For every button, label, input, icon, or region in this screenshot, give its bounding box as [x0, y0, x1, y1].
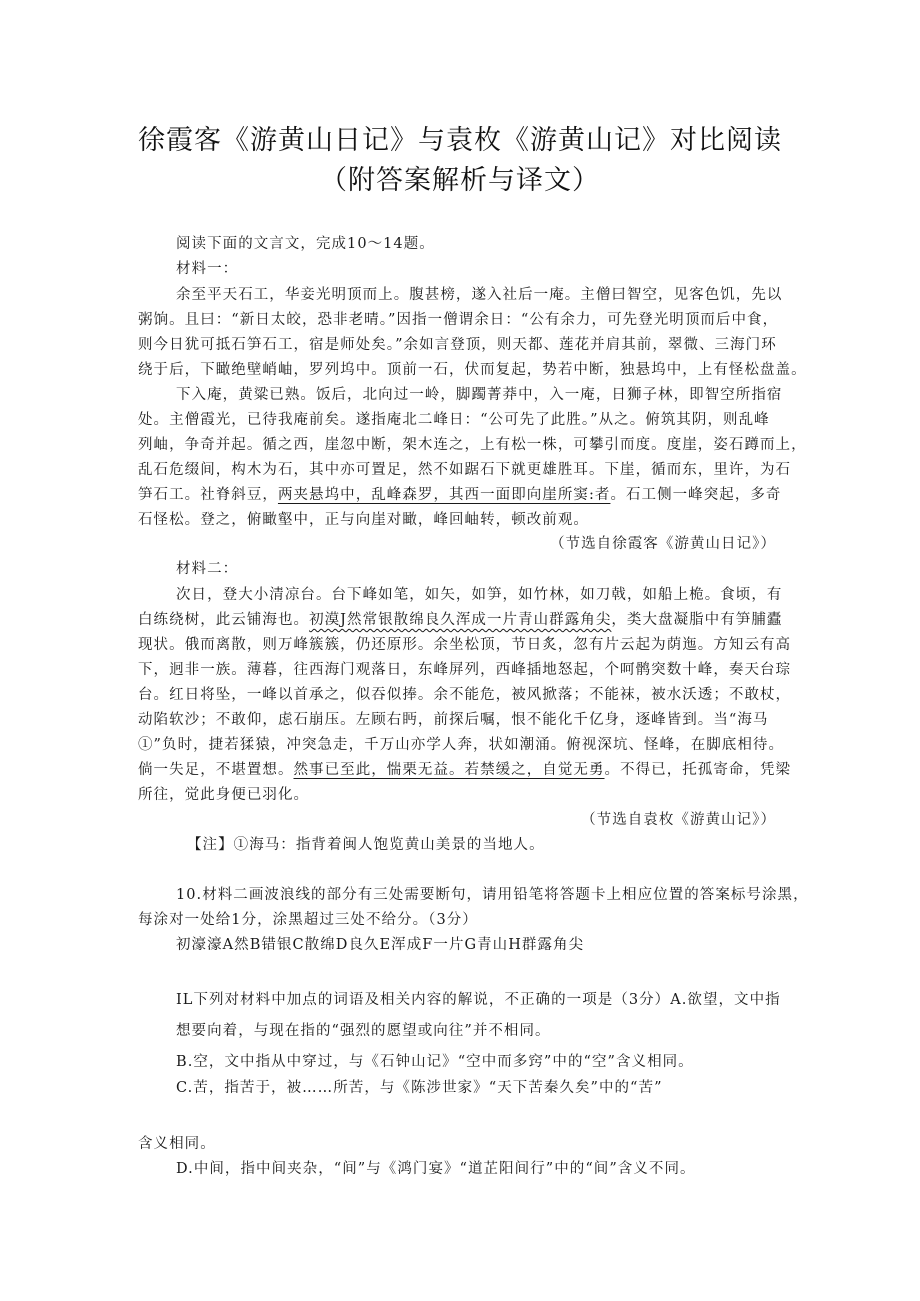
material2-line: 所往，觉此身便已羽化。 — [138, 787, 310, 803]
material2-line — [138, 758, 791, 779]
line-text: ，类大盘凝脂中有笋脯蠹 — [611, 612, 783, 628]
question-11-option-d: D.中间，指中间夹杂，“间”与《鸿门宴》“道芷阳间行”中的“间”含义不同。 — [176, 1161, 696, 1177]
material1-line: 则今日犹可抵石笋石工，宿是师处矣。”余如言登顶，则天都、莲花并肩其前，翠微、三海门环 — [138, 337, 777, 353]
page-subtitle: （附答案解析与译文） — [320, 165, 600, 196]
page-title: 徐霞客《游黄山日记》与袁枚《游黄山记》对比阅读 — [138, 125, 782, 156]
material2-line: 动陷软沙；不敢仰，虑石崩压。左顾右眄，前探后嘱，恨不能化千亿身，逐峰皆到。当“海马 — [138, 712, 769, 728]
question-11-option-b: B.空，文中指从中穿过，与《石钟山记》“空中而多窍”中的“空”含义相同。 — [176, 1054, 694, 1070]
question-11-text: IL下列对材料中加点的词语及相关内容的解说，不正确的一项是（3分）A.欲望，文中指 — [176, 992, 781, 1008]
material2-line: 台。红日将坠，一峰以首承之，似吞似捧。余不能危，被风掀落；不能袜，被水沃透；不敢杖， — [138, 687, 792, 703]
question-11-option-c: C.苦，指苦于，被……所苦，与《陈涉世家》“天下苦秦久矣”中的“苦” — [176, 1080, 663, 1096]
material2-line: ①”负时，捷若猱猿，冲突急走，千万山亦学人奔，状如潮涌。俯视深坑、怪峰，在脚底相待。 — [138, 737, 785, 753]
question-11-option-c-cont: 含义相同。 — [138, 1136, 216, 1152]
material1-label: 材料一： — [176, 261, 239, 277]
material2-line: 次日，登大小清凉台。台下峰如笔，如矢，如笋，如竹林，如刀戟，如船上桅。食顷，有 — [176, 587, 783, 603]
material2-line: 下，迥非一族。薄暮，往西海门观落日，东峰屏列，西峰插地怒起，个呵鹘突数十峰，奏天台琮 — [138, 662, 792, 678]
material2-line — [138, 608, 782, 629]
material2-label: 材料二： — [176, 561, 239, 577]
wavy-underlined-phrase: 初漠J然常银散绵良久浑成一片青山群露角尖 — [309, 612, 612, 628]
underlined-phrase: 然事已至此，惴栗无益。若禁缓之，自觉无勇 — [293, 762, 605, 778]
intro-text: 阅读下面的文言文，完成10～14题。 — [176, 236, 435, 252]
material1-line: 下入庵，黄粱已熟。饭后，北向过一岭，脚躅菁莽中，入一庵，日狮子林，即智空所指宿 — [176, 387, 783, 403]
material1-line: 乱石危缀间，构木为石，其中亦可置足，然不如踞石下就更雄胜耳。下崖，循而东，里许，为石 — [138, 462, 792, 478]
material1-source: （节选自徐霞客《游黄山日记》） — [550, 536, 776, 552]
question-10-options: 初濠濠A然B错银C散绵D良久E浑成F一片G青山H群露角尖 — [176, 937, 585, 953]
material2-source: （节选自袁枚《游黄山记》） — [581, 812, 776, 828]
material2-line: 现状。俄而离散，则万峰簇簇，仍还原形。余坐松顶，节日炙，忽有片云起为荫迤。方知云有高 — [138, 637, 792, 653]
material1-line — [138, 483, 782, 504]
underlined-phrase: 两夹悬坞中，乱峰森罗，其西一面即向崖所窦:者 — [277, 487, 611, 503]
material1-line: 绕于后，下瞰绝壁峭岫，罗列坞中。顶前一石，伏而复起，势若中断，独悬坞中，上有怪松盘盖。 — [138, 362, 807, 378]
material1-line: 处。主僧霞光，已待我庵前矣。遂指庵北二峰日：“公可先了此胜。”从之。俯筑其阴，则乱峰 — [138, 412, 770, 428]
question-11-text: 想要向着，与现在指的“强烈的愿望或向往”并不相同。 — [176, 1023, 551, 1039]
material1-line: 粥饷。且曰：“新日太皎，恐非老晴。”因指一僧谓余日：“公有余力，可先登光明顶而后中食， — [138, 312, 779, 328]
line-text: 。石工侧一峰突起，多奇 — [610, 487, 782, 503]
line-text: 白练绕树，此云铺海也。 — [138, 612, 310, 628]
line-text: 。不得已，托孤寄命，凭梁 — [604, 762, 792, 778]
question-10-text: 每涂对一处给1分，涂黑超过三处不给分。（3分） — [138, 912, 478, 928]
line-text: 笋石工。社脊斜豆， — [138, 487, 278, 503]
question-10-text: 10.材料二画波浪线的部分有三处需要断句，请用铅笔将答题卡上相应位置的答案标号涂黑， — [176, 887, 809, 903]
material1-line: 石怪松。登之，俯瞰壑中，正与向崖对瞰，峰回岫转，顿改前观。 — [138, 512, 589, 528]
material1-line: 余至平天石工，华妾光明顶而上。腹甚榜，遂入社后一庵。主僧曰智空，见客色饥，先以 — [176, 287, 783, 303]
material1-line: 列岫，争奇并起。循之西，崖忽中断，架木连之，上有松一株，可攀引而度。度崖，姿石蹲而上， — [138, 437, 807, 453]
footnote: 【注】①海马：指背着闽人饱览黄山美景的当地人。 — [187, 837, 545, 853]
line-text: 倘一失足，不堪置想。 — [138, 762, 294, 778]
